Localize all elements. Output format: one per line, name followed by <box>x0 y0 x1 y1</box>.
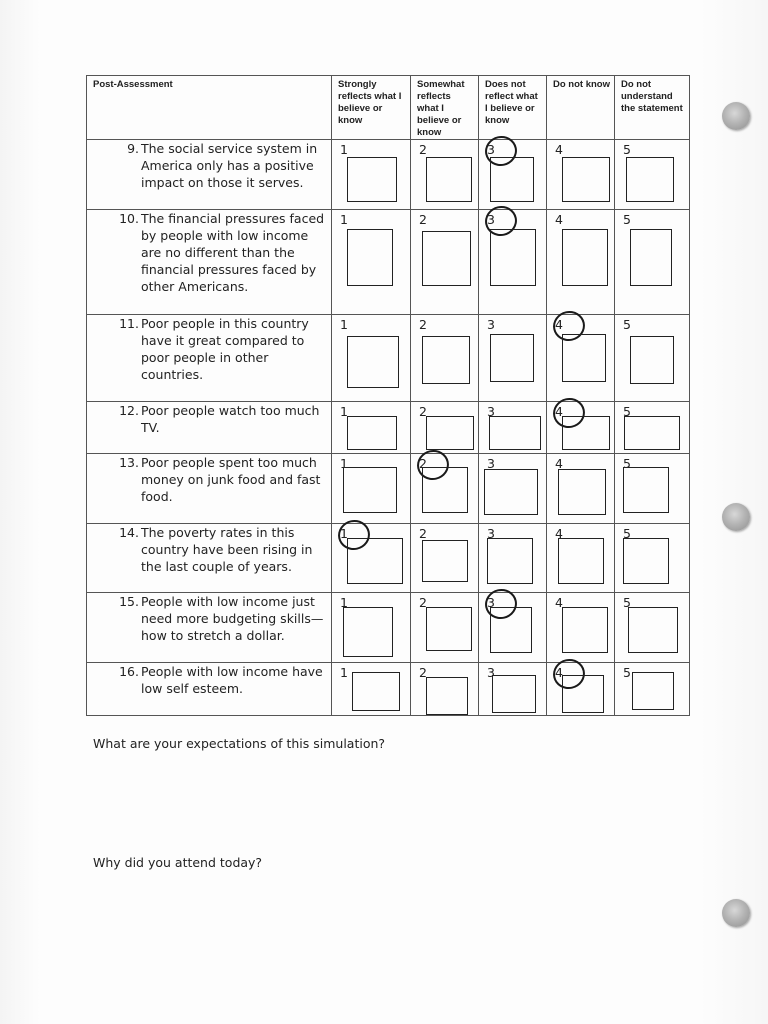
answer-option-cell[interactable] <box>615 524 690 593</box>
option-number: 3 <box>487 596 495 610</box>
answer-checkbox[interactable] <box>343 467 397 513</box>
answer-checkbox[interactable] <box>426 416 474 450</box>
option-number: 3 <box>487 665 495 680</box>
answer-checkbox[interactable] <box>347 416 397 450</box>
question-cell <box>87 524 332 593</box>
option-number: 5 <box>623 142 631 157</box>
answer-option-cell[interactable] <box>615 140 690 210</box>
question-text: The poverty rates in this country have been rising in the last couple of years. <box>141 525 313 574</box>
answer-checkbox[interactable] <box>426 677 468 715</box>
answer-option-cell[interactable] <box>332 524 411 593</box>
answer-option-cell[interactable] <box>332 663 411 716</box>
answer-checkbox[interactable] <box>632 672 674 710</box>
option-number: 1 <box>340 212 348 227</box>
answer-checkbox[interactable] <box>562 675 604 713</box>
answer-checkbox[interactable] <box>490 334 534 382</box>
answer-option-cell[interactable] <box>547 402 615 454</box>
column-header: Somewhat reflects what I believe or know <box>411 76 479 140</box>
answer-checkbox[interactable] <box>490 607 532 653</box>
answer-checkbox[interactable] <box>623 467 669 513</box>
answer-checkbox[interactable] <box>426 157 472 202</box>
post-assessment-table <box>86 75 690 716</box>
option-number: 5 <box>623 404 631 419</box>
answer-checkbox[interactable] <box>484 469 538 515</box>
answer-option-cell[interactable] <box>547 454 615 524</box>
answer-option-cell[interactable] <box>411 663 479 716</box>
answer-option-cell[interactable] <box>547 315 615 402</box>
question-cell <box>87 593 332 663</box>
answer-checkbox[interactable] <box>422 231 471 286</box>
question-cell <box>87 210 332 315</box>
answer-option-cell[interactable] <box>547 140 615 210</box>
answer-option-cell[interactable] <box>332 210 411 315</box>
column-header: Strongly reflects what I believe or know <box>332 76 411 140</box>
option-number: 5 <box>623 317 631 332</box>
answer-checkbox[interactable] <box>347 229 393 286</box>
answer-checkbox[interactable] <box>352 672 400 711</box>
column-header: Do not understand the statement <box>615 76 690 140</box>
answer-checkbox[interactable] <box>487 538 533 584</box>
attend-question: Why did you attend today? <box>93 855 263 870</box>
question-text: People with low income just need more budgeting skills—how to stretch a dollar. <box>141 594 324 643</box>
answer-option-cell[interactable] <box>479 210 547 315</box>
table-title: Post-Assessment <box>87 76 332 140</box>
answer-option-cell[interactable] <box>411 402 479 454</box>
table-row <box>87 210 690 315</box>
answer-option-cell[interactable] <box>479 140 547 210</box>
answer-checkbox[interactable] <box>628 607 678 653</box>
answer-checkbox[interactable] <box>630 336 674 384</box>
answer-checkbox[interactable] <box>562 334 606 382</box>
answer-checkbox[interactable] <box>343 607 393 657</box>
option-number: 1 <box>340 142 348 157</box>
option-number: 5 <box>623 595 631 610</box>
question-number: 15. <box>119 594 139 609</box>
answer-checkbox[interactable] <box>347 336 399 388</box>
answer-option-cell[interactable] <box>411 593 479 663</box>
question-number: 9. <box>127 141 139 156</box>
answer-option-cell[interactable] <box>615 315 690 402</box>
answer-option-cell[interactable] <box>547 593 615 663</box>
answer-checkbox[interactable] <box>562 416 610 450</box>
answer-checkbox[interactable] <box>422 540 468 582</box>
answer-option-cell[interactable] <box>332 315 411 402</box>
answer-option-cell[interactable] <box>479 663 547 716</box>
option-number: 2 <box>419 317 427 332</box>
option-number: 1 <box>340 404 348 419</box>
question-text: Poor people in this country have it great compared to poor people in other countries. <box>141 316 309 382</box>
table-row <box>87 402 690 454</box>
answer-checkbox[interactable] <box>630 229 672 286</box>
answer-checkbox[interactable] <box>422 467 468 513</box>
answer-checkbox[interactable] <box>489 416 541 450</box>
answer-option-cell[interactable] <box>615 593 690 663</box>
question-text: Poor people watch too much TV. <box>141 403 320 435</box>
option-number: 3 <box>487 317 495 332</box>
answer-option-cell[interactable] <box>411 140 479 210</box>
option-number: 4 <box>555 456 563 471</box>
table-row <box>87 593 690 663</box>
answer-option-cell[interactable] <box>479 593 547 663</box>
answer-option-cell[interactable] <box>332 593 411 663</box>
punch-hole <box>722 503 750 531</box>
answer-checkbox[interactable] <box>347 538 403 584</box>
option-number: 3 <box>487 404 495 419</box>
answer-option-cell[interactable] <box>479 402 547 454</box>
question-text: The social service system in America only has a positive impact on those it serves. <box>141 141 318 190</box>
answer-checkbox[interactable] <box>426 607 472 651</box>
option-number: 5 <box>623 665 631 680</box>
answer-checkbox[interactable] <box>490 229 536 286</box>
option-number: 5 <box>623 526 631 541</box>
punch-hole <box>722 102 750 130</box>
answer-checkbox[interactable] <box>492 675 536 713</box>
option-number: 3 <box>487 456 495 471</box>
answer-option-cell[interactable] <box>547 210 615 315</box>
answer-checkbox[interactable] <box>626 157 674 202</box>
column-header: Do not know <box>547 76 615 140</box>
answer-option-cell[interactable] <box>479 315 547 402</box>
answer-checkbox[interactable] <box>558 538 604 584</box>
option-number: 4 <box>555 212 563 227</box>
question-rows <box>87 140 690 716</box>
question-cell <box>87 402 332 454</box>
option-number: 1 <box>340 527 348 541</box>
answer-option-cell[interactable] <box>547 663 615 716</box>
option-number: 4 <box>555 405 563 419</box>
option-number: 2 <box>419 404 427 419</box>
answer-checkbox[interactable] <box>562 157 610 202</box>
table-row <box>87 524 690 593</box>
option-number: 1 <box>340 665 348 680</box>
option-number: 2 <box>419 212 427 227</box>
question-text: People with low income have low self esteem. <box>141 664 323 696</box>
answer-option-cell[interactable] <box>547 524 615 593</box>
question-number: 16. <box>119 664 139 679</box>
answer-checkbox[interactable] <box>562 607 608 653</box>
option-number: 5 <box>623 212 631 227</box>
answer-option-cell[interactable] <box>411 210 479 315</box>
question-number: 12. <box>119 403 139 418</box>
answer-option-cell[interactable] <box>332 454 411 524</box>
answer-checkbox[interactable] <box>562 229 608 286</box>
expectations-question: What are your expectations of this simulation? <box>93 736 386 751</box>
question-text: The financial pressures faced by people with low income are no different than the financial pressures faced by other Americans. <box>141 211 325 294</box>
answer-checkbox[interactable] <box>490 157 534 202</box>
answer-option-cell[interactable] <box>332 402 411 454</box>
question-cell <box>87 663 332 716</box>
answer-option-cell[interactable] <box>615 454 690 524</box>
answer-checkbox[interactable] <box>558 469 606 515</box>
option-number: 2 <box>419 665 427 680</box>
answer-option-cell[interactable] <box>411 315 479 402</box>
question-number: 14. <box>119 525 139 540</box>
question-number: 11. <box>119 316 139 331</box>
answer-option-cell[interactable] <box>615 402 690 454</box>
option-number: 5 <box>623 456 631 471</box>
question-cell <box>87 140 332 210</box>
option-number: 2 <box>419 526 427 541</box>
option-number: 4 <box>555 526 563 541</box>
option-number: 2 <box>419 457 427 471</box>
option-number: 3 <box>487 213 495 227</box>
answer-option-cell[interactable] <box>411 454 479 524</box>
option-number: 3 <box>487 526 495 541</box>
option-number: 4 <box>555 318 563 332</box>
answer-option-cell[interactable] <box>332 140 411 210</box>
column-header: Does not reflect what I believe or know <box>479 76 547 140</box>
option-number: 1 <box>340 317 348 332</box>
answer-checkbox[interactable] <box>624 416 680 450</box>
question-number: 10. <box>119 211 139 226</box>
punch-hole <box>722 899 750 927</box>
option-number: 2 <box>419 595 427 610</box>
option-number: 4 <box>555 666 563 680</box>
answer-checkbox[interactable] <box>347 157 397 202</box>
table-row <box>87 315 690 402</box>
table-row <box>87 140 690 210</box>
option-number: 4 <box>555 142 563 157</box>
table-row <box>87 663 690 716</box>
answer-option-cell[interactable] <box>479 524 547 593</box>
answer-checkbox[interactable] <box>422 336 470 384</box>
answer-checkbox[interactable] <box>623 538 669 584</box>
option-number: 1 <box>340 595 348 610</box>
option-number: 4 <box>555 595 563 610</box>
answer-option-cell[interactable] <box>479 454 547 524</box>
option-number: 1 <box>340 456 348 471</box>
option-number: 2 <box>419 142 427 157</box>
header-row <box>87 76 690 140</box>
question-cell <box>87 454 332 524</box>
answer-option-cell[interactable] <box>615 210 690 315</box>
option-number: 3 <box>487 143 495 157</box>
answer-option-cell[interactable] <box>615 663 690 716</box>
answer-option-cell[interactable] <box>411 524 479 593</box>
table-row <box>87 454 690 524</box>
question-cell <box>87 315 332 402</box>
question-number: 13. <box>119 455 139 470</box>
question-text: Poor people spent too much money on junk food and fast food. <box>141 455 321 504</box>
